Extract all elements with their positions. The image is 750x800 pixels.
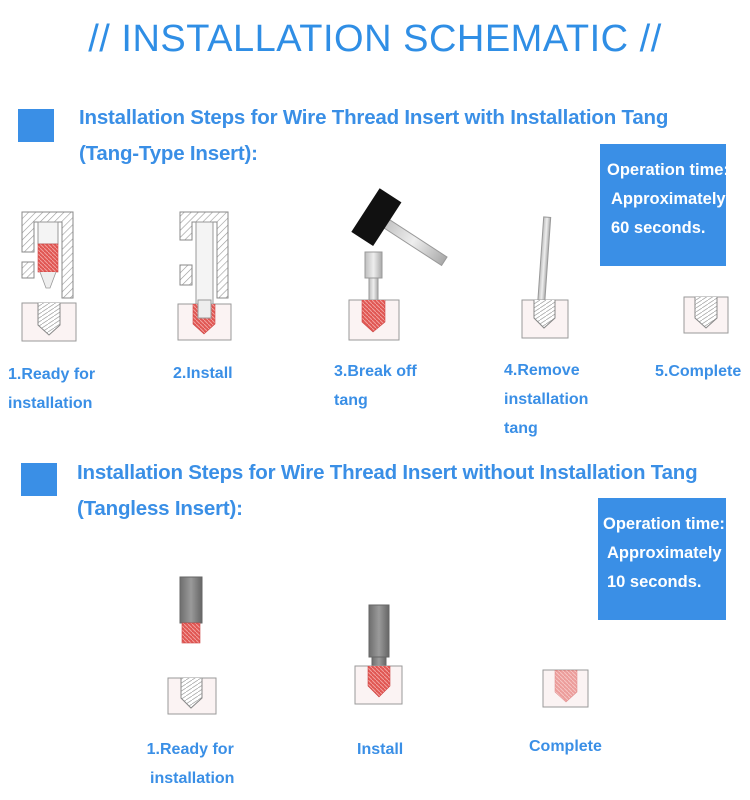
step-label-ready (8, 360, 95, 418)
step-label-line: installation (504, 391, 589, 408)
op-time-label: Operation time: (607, 161, 729, 179)
step3-break-figure (349, 188, 458, 340)
tangless-step-label-complete (529, 732, 602, 761)
step-label-line: 3.Break off (334, 363, 417, 380)
tangless-step2-figure (355, 605, 402, 704)
step-label-line: installation (8, 395, 93, 412)
tangless-step3-figure (543, 670, 588, 707)
step-label-line: 4.Remove (504, 362, 580, 379)
tangless-step-label-ready (146, 735, 234, 793)
step-label-break-off (334, 357, 417, 415)
step-label-install (173, 359, 233, 388)
op-time-approx: Approximately (607, 544, 722, 562)
tangless-step1-figure (168, 577, 216, 714)
section2-heading-line2: (Tangless Insert): (77, 497, 243, 520)
step-label-line: Complete (529, 738, 602, 755)
op-time-approx: Approximately (611, 190, 726, 208)
step-label-line: 5.Complete (655, 363, 742, 380)
step-label-line: 2.Install (173, 365, 233, 382)
step2-install-figure (178, 212, 231, 340)
step-label-line: 1.Ready for (8, 366, 96, 383)
step-label-complete (655, 357, 741, 386)
tangless-step-label-install (357, 735, 403, 764)
step-label-line: Install (357, 741, 404, 758)
page-title: // INSTALLATION SCHEMATIC // (88, 18, 662, 60)
step4-remove-figure (522, 217, 568, 338)
step-label-remove-tang (504, 356, 588, 443)
op-time-value: 60 seconds. (611, 219, 706, 237)
section1-heading-line2: (Tang-Type Insert): (79, 142, 258, 165)
op-time-label: Operation time: (603, 515, 725, 533)
step1-ready-figure (22, 212, 76, 341)
op-time-value: 10 seconds. (607, 573, 702, 591)
step5-complete-figure (684, 297, 728, 333)
step-label-line: tang (334, 392, 368, 409)
section2-heading-line1: Installation Steps for Wire Thread Insert without Installation Tang (77, 461, 698, 484)
step-label-line: installation (150, 770, 235, 787)
section1-heading-line1: Installation Steps for Wire Thread Insert with Installation Tang (79, 106, 669, 129)
step-label-line: tang (504, 420, 538, 437)
step-label-line: 1.Ready for (146, 741, 234, 758)
